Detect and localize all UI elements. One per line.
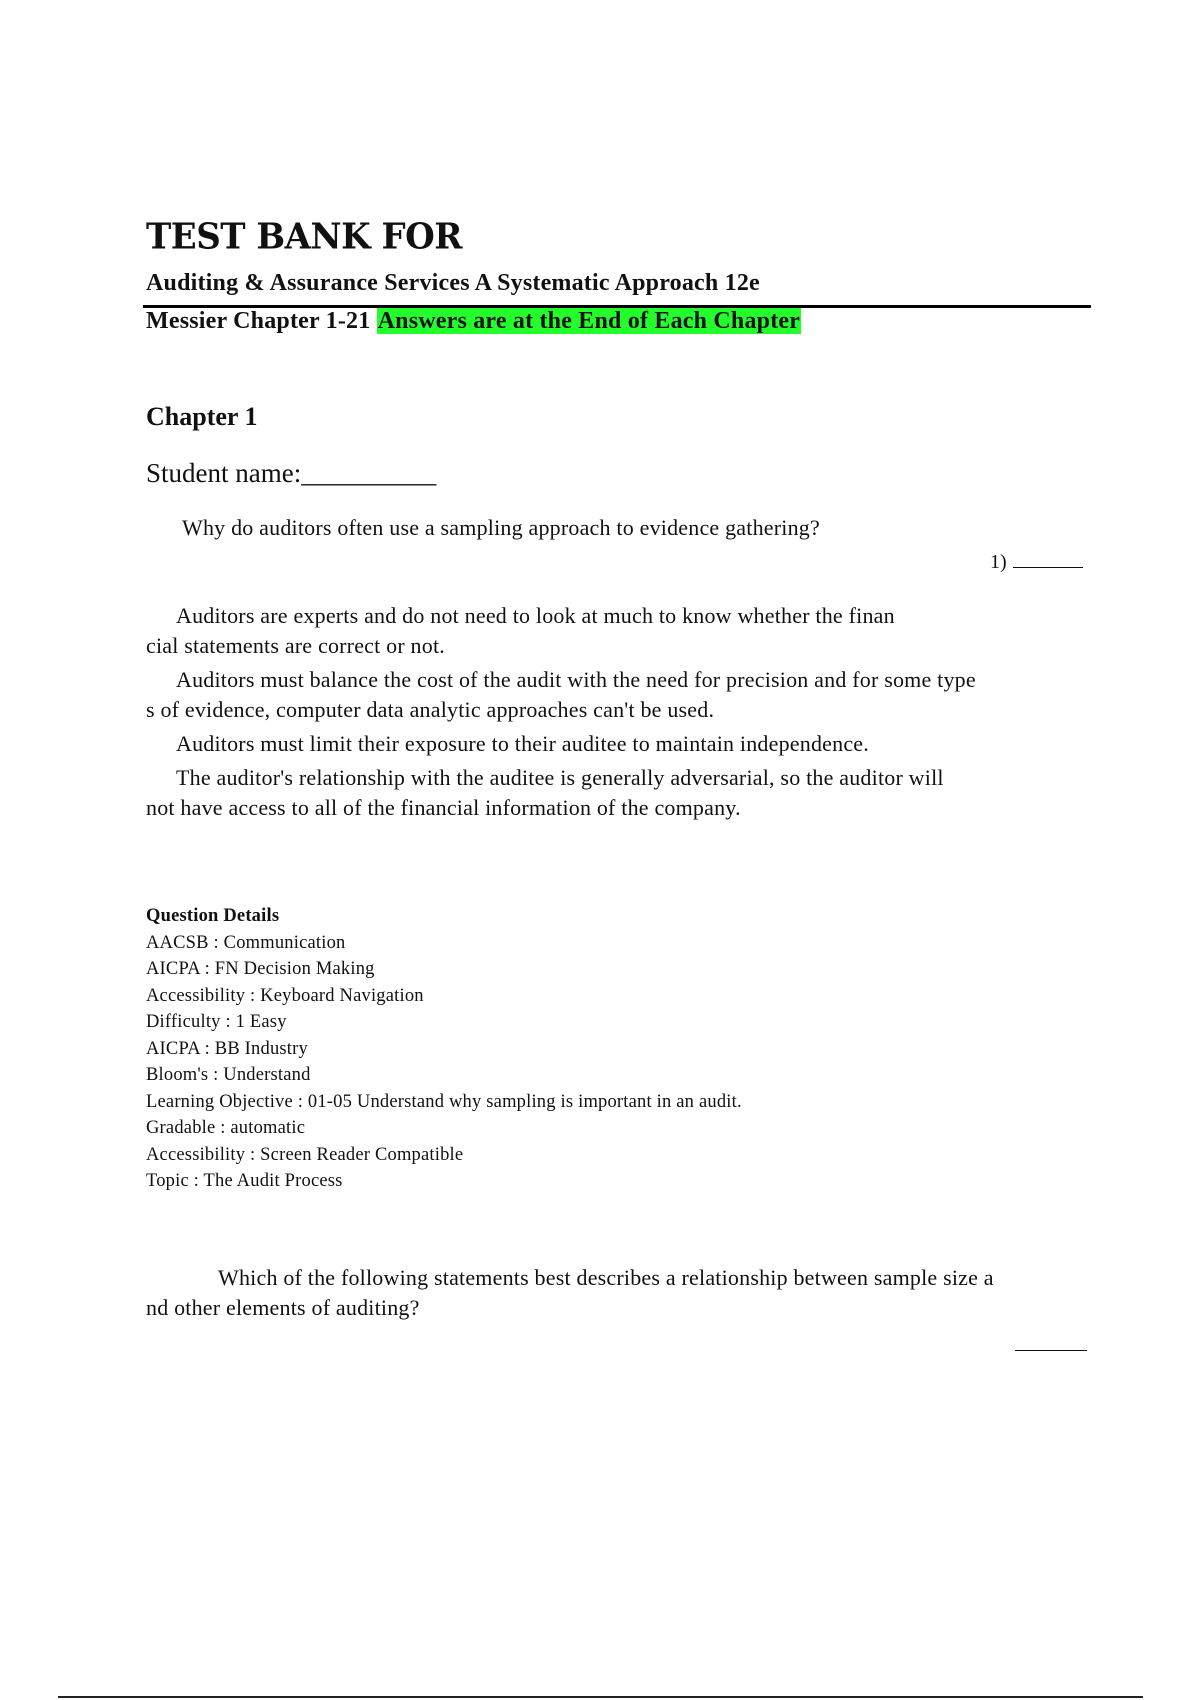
option-d-line-2: not have access to all of the financial information of the company. — [146, 795, 741, 820]
option-b-line-2: s of evidence, computer data analytic approaches can't be used. — [146, 697, 715, 722]
author-chapter-line — [146, 308, 801, 335]
question-1-options — [146, 601, 1076, 827]
detail-item: Difficulty : 1 Easy — [146, 1012, 287, 1032]
detail-item: Accessibility : Keyboard Navigation — [146, 985, 424, 1006]
document-title: TEST BANK FOR — [146, 216, 463, 258]
detail-item: Topic : The Audit Process — [146, 1171, 343, 1191]
option-b-line-1: Auditors must balance the cost of the audit with the need for precision and for some type — [176, 667, 976, 692]
question-details — [146, 903, 742, 1195]
option-d — [146, 763, 1076, 823]
detail-item: AICPA : FN Decision Making — [146, 959, 375, 979]
question-2-line-2: nd other elements of auditing? — [146, 1295, 420, 1320]
option-a-line-2: cial statements are correct or not. — [146, 633, 445, 658]
detail-item: AACSB : Communication — [146, 932, 346, 953]
question-details-heading: Question Details — [146, 906, 280, 926]
detail-item: Gradable : automatic — [146, 1118, 306, 1138]
question-1-text: Why do auditors often use a sampling approach to evidence gathering? — [182, 515, 820, 540]
detail-item: Accessibility : Screen Reader Compatible — [146, 1144, 464, 1165]
chapter-heading: Chapter 1 — [146, 402, 258, 431]
answer-blank — [1013, 549, 1083, 568]
detail-item: Bloom's : Understand — [146, 1065, 311, 1085]
footer-divider — [58, 1696, 1143, 1698]
option-a — [146, 601, 1076, 661]
question-1-number: 1) — [990, 551, 1007, 573]
detail-item: Learning Objective : 01-05 Understand why sampling is important in an audit. — [146, 1091, 742, 1112]
question-1-answer-slot — [990, 549, 1083, 574]
detail-item: AICPA : BB Industry — [146, 1038, 308, 1059]
option-c — [146, 729, 1076, 759]
question-2-line-1: Which of the following statements best describes a relationship between sample size a — [218, 1265, 994, 1290]
author-chapter-text: Messier Chapter 1-21 — [146, 308, 371, 334]
question-2-answer-blank — [1015, 1350, 1087, 1351]
question-2-text — [146, 1263, 1086, 1323]
option-c-line-1: Auditors must limit their exposure to their auditee to maintain independence. — [176, 731, 869, 756]
student-name-field: Student name:__________ — [146, 458, 437, 488]
option-a-line-1: Auditors are experts and do not need to look at much to know whether the finan — [176, 603, 895, 628]
answers-note-highlight: Answers are at the End of Each Chapter — [377, 308, 801, 334]
option-b — [146, 665, 1076, 725]
option-d-line-1: The auditor's relationship with the auditee is generally adversarial, so the auditor will — [176, 765, 944, 790]
book-title: Auditing & Assurance Services A Systematic Approach 12e — [146, 270, 760, 296]
